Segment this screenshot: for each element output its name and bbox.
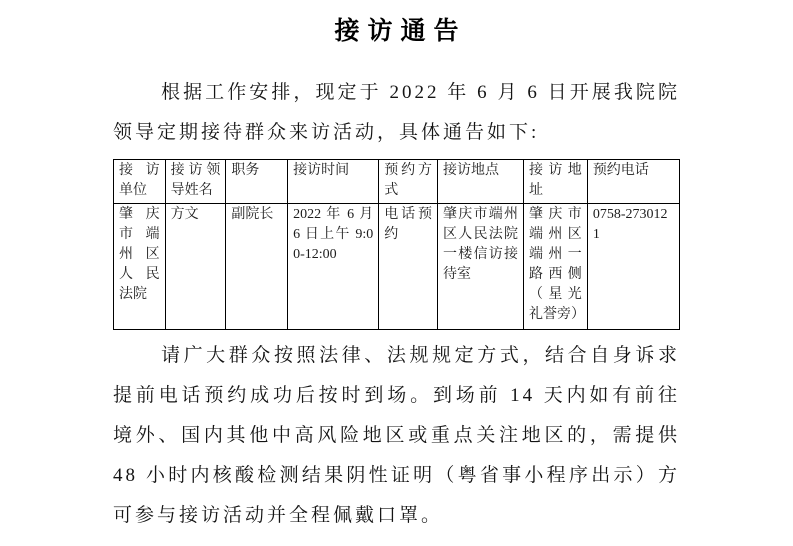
header-reception-time: 接访时间 (288, 160, 379, 204)
table-header-row (114, 160, 680, 204)
notes-paragraph: 请广大群众按照法律、法规规定方式，结合自身诉求提前电话预约成功后按时到场。到场前 14 天内如有前往境外、国内其他中高风险地区或重点关注地区的，需提供 48 小时内核酸检测结果阴性证明（粤省事小程序出示）方可参与接访活动并全程佩戴口罩。 (113, 345, 680, 526)
cell-booking-method: 电话预约 (379, 204, 438, 330)
header-reception-place: 接访地点 (437, 160, 523, 204)
intro-paragraph: 根据工作安排，现定于 2022 年 6 月 6 日开展我院院领导定期接待群众来访活动，具体通告如下: (113, 82, 680, 143)
table-row (114, 204, 680, 330)
cell-reception-unit: 肇庆市端州区人民法院 (114, 204, 166, 330)
header-reception-unit: 接访单位 (114, 160, 166, 204)
header-reception-address: 接访地址 (524, 160, 588, 204)
header-booking-method: 预约方式 (379, 160, 438, 204)
header-position: 职务 (226, 160, 288, 204)
header-booking-phone: 预约电话 (587, 160, 679, 204)
cell-reception-place: 肇庆市端州区人民法院一楼信访接待室 (437, 204, 523, 330)
header-leader-name: 接访领导姓名 (165, 160, 226, 204)
cell-position: 副院长 (226, 204, 288, 330)
cell-leader-name: 方文 (165, 204, 226, 330)
cell-reception-address: 肇庆市端州区端州一路西侧（星光礼誉旁） (524, 204, 588, 330)
document-title: 接访通告 (334, 18, 467, 45)
cell-reception-time: 2022 年 6 月 6 日上午 9:00-12:00 (288, 204, 379, 330)
cell-booking-phone: 0758-2730121 (587, 204, 679, 330)
reception-schedule-table (113, 159, 680, 330)
